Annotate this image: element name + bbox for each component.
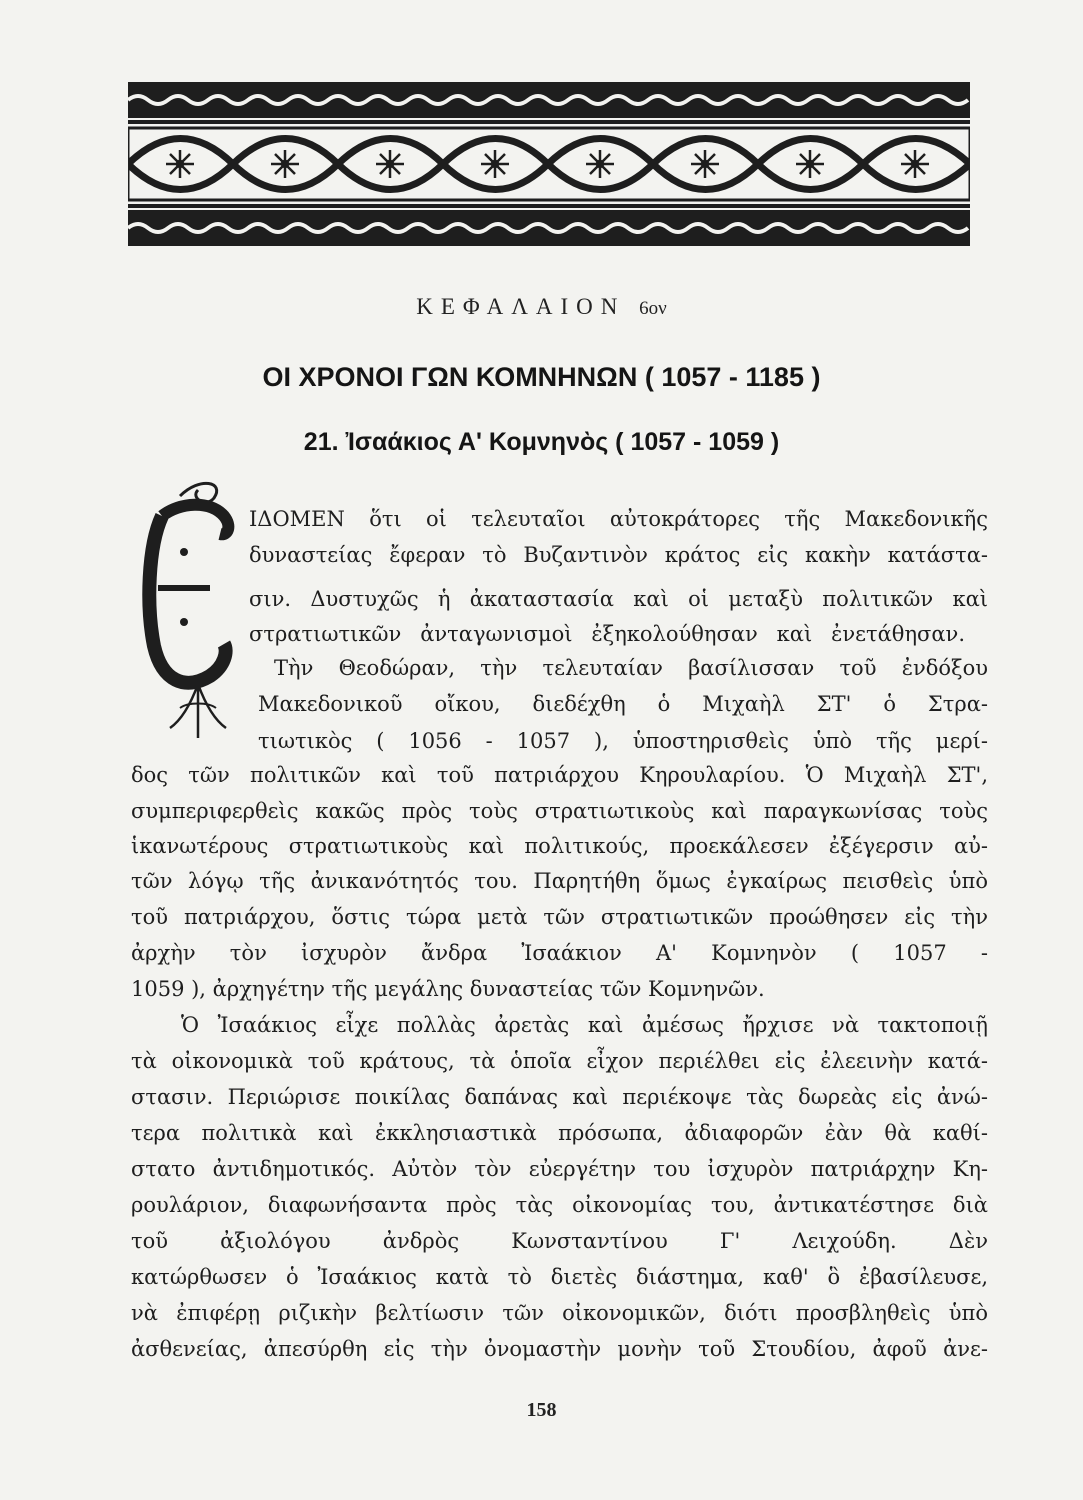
body-line: τοῦ ἀξιολόγου ἀνδρὸς Κωνσταντίνου Γ' Λειχούδη. Δὲν xyxy=(131,1229,988,1253)
body-line: δυναστείας ἔφεραν τὸ Βυζαντινὸν κράτος εἰς κακὴν κατάστα- xyxy=(249,543,988,567)
body-line: συμπεριφερθεὶς κακῶς πρὸς τοὺς στρατιωτικοὺς καὶ παραγκωνίσας τοὺς xyxy=(131,799,988,823)
ornamental-header-band xyxy=(128,78,970,250)
body-line: ἀσθενείας, ἀπεσύρθη εἰς τὴν ὀνομαστὴν μονὴν τοῦ Στουδίου, ἀφοῦ ἀνε- xyxy=(131,1337,988,1361)
body-line: Τὴν Θεοδώραν, τὴν τελευταίαν βασίλισσαν τοῦ ἐνδόξου xyxy=(274,656,988,680)
body-line: στασιν. Περιώρισε ποικίλας δαπάνας καὶ περιέκοψε τὰς δωρεὰς εἰς ἀνώ- xyxy=(131,1085,988,1109)
body-line: στρατιωτικῶν ἀνταγωνισμοὶ ἐξηκολούθησαν καὶ ἐνετάθησαν. xyxy=(249,622,965,646)
body-line: ΙΔΟΜΕΝ ὅτι οἱ τελευταῖοι αὐτοκράτορες τῆς Μακεδονικῆς xyxy=(249,507,988,531)
body-line: σιν. Δυστυχῶς ἡ ἀκαταστασία καὶ οἱ μεταξὺ πολιτικῶν καὶ xyxy=(249,587,988,611)
page-number: 158 xyxy=(526,1399,557,1421)
chapter-title: ΟΙ ΧΡΟΝΟΙ ΓΩΝ ΚΟΜΝΗΝΩΝ ( 1057 - 1185 ) xyxy=(262,362,821,392)
body-line: τερα πολιτικὰ καὶ ἐκκλησιαστικὰ πρόσωπα, ἀδιαφορῶν ἐὰν θὰ καθί- xyxy=(131,1121,988,1145)
body-line: ἀρχὴν τὸν ἰσχυρὸν ἄνδρα Ἰσαάκιον Α' Κομνηνὸν ( 1057 - xyxy=(131,941,988,965)
body-line: τῶν λόγῳ τῆς ἀνικανότητός του. Παρητήθη ὅμως ἐγκαίρως πεισθεὶς ὑπὸ xyxy=(131,869,988,893)
body-line: ρουλάριον, διαφωνήσαντα πρὸς τὰς οἰκονομίας του, ἀντικατέστησε διὰ xyxy=(131,1193,988,1217)
body-line: τὰ οἰκονομικὰ τοῦ κράτους, τὰ ὁποῖα εἶχον περιέλθει εἰς ἐλεεινὴν κατά- xyxy=(131,1049,988,1073)
chapter-label: ΚΕΦΑΛΑΙΟΝ xyxy=(416,294,626,319)
body-line: τοῦ πατριάρχου, ὅστις τώρα μετὰ τῶν στρατιωτικῶν προώθησεν εἰς τὴν xyxy=(131,905,988,929)
section-title: 21. Ἰσαάκιος Α' Κομνηνὸς ( 1057 - 1059 ) xyxy=(303,428,780,456)
chapter-heading xyxy=(0,294,1083,320)
illuminated-drop-cap xyxy=(140,476,248,748)
body-line: Μακεδονικοῦ οἴκου, διεδέχθη ὁ Μιχαὴλ ΣΤ' ὁ Στρα- xyxy=(258,692,988,716)
body-line: κατώρθωσεν ὁ Ἰσαάκιος κατὰ τὸ διετὲς διάστημα, καθ' ὃ ἐβασίλευσε, xyxy=(131,1265,988,1289)
body-line: ἱκανωτέρους στρατιωτικοὺς καὶ πολιτικούς, προεκάλεσεν ἐξέγερσιν αὐ- xyxy=(131,834,988,858)
body-line: νὰ ἐπιφέρῃ ριζικὴν βελτίωσιν τῶν οἰκονομικῶν, διότι προσβληθεὶς ὑπὸ xyxy=(131,1301,988,1325)
body-line: 1059 ), ἀρχηγέτην τῆς μεγάλης δυναστείας τῶν Κομνηνῶν. xyxy=(131,977,765,1001)
body-line: Ὁ Ἰσαάκιος εἶχε πολλὰς ἀρετὰς καὶ ἀμέσως ἤρχισε νὰ τακτοποιῇ xyxy=(181,1013,988,1037)
body-line: δος τῶν πολιτικῶν καὶ τοῦ πατριάρχου Κηρουλαρίου. Ὁ Μιχαὴλ ΣΤ', xyxy=(131,763,988,787)
chapter-number: 6ον xyxy=(639,298,667,319)
body-line: στατο ἀντιδημοτικός. Αὐτὸν τὸν εὐεργέτην του ἰσχυρὸν πατριάρχην Κη- xyxy=(131,1157,988,1181)
body-line: τιωτικὸς ( 1056 - 1057 ), ὑποστηρισθεὶς ὑπὸ τῆς μερί- xyxy=(258,729,988,753)
